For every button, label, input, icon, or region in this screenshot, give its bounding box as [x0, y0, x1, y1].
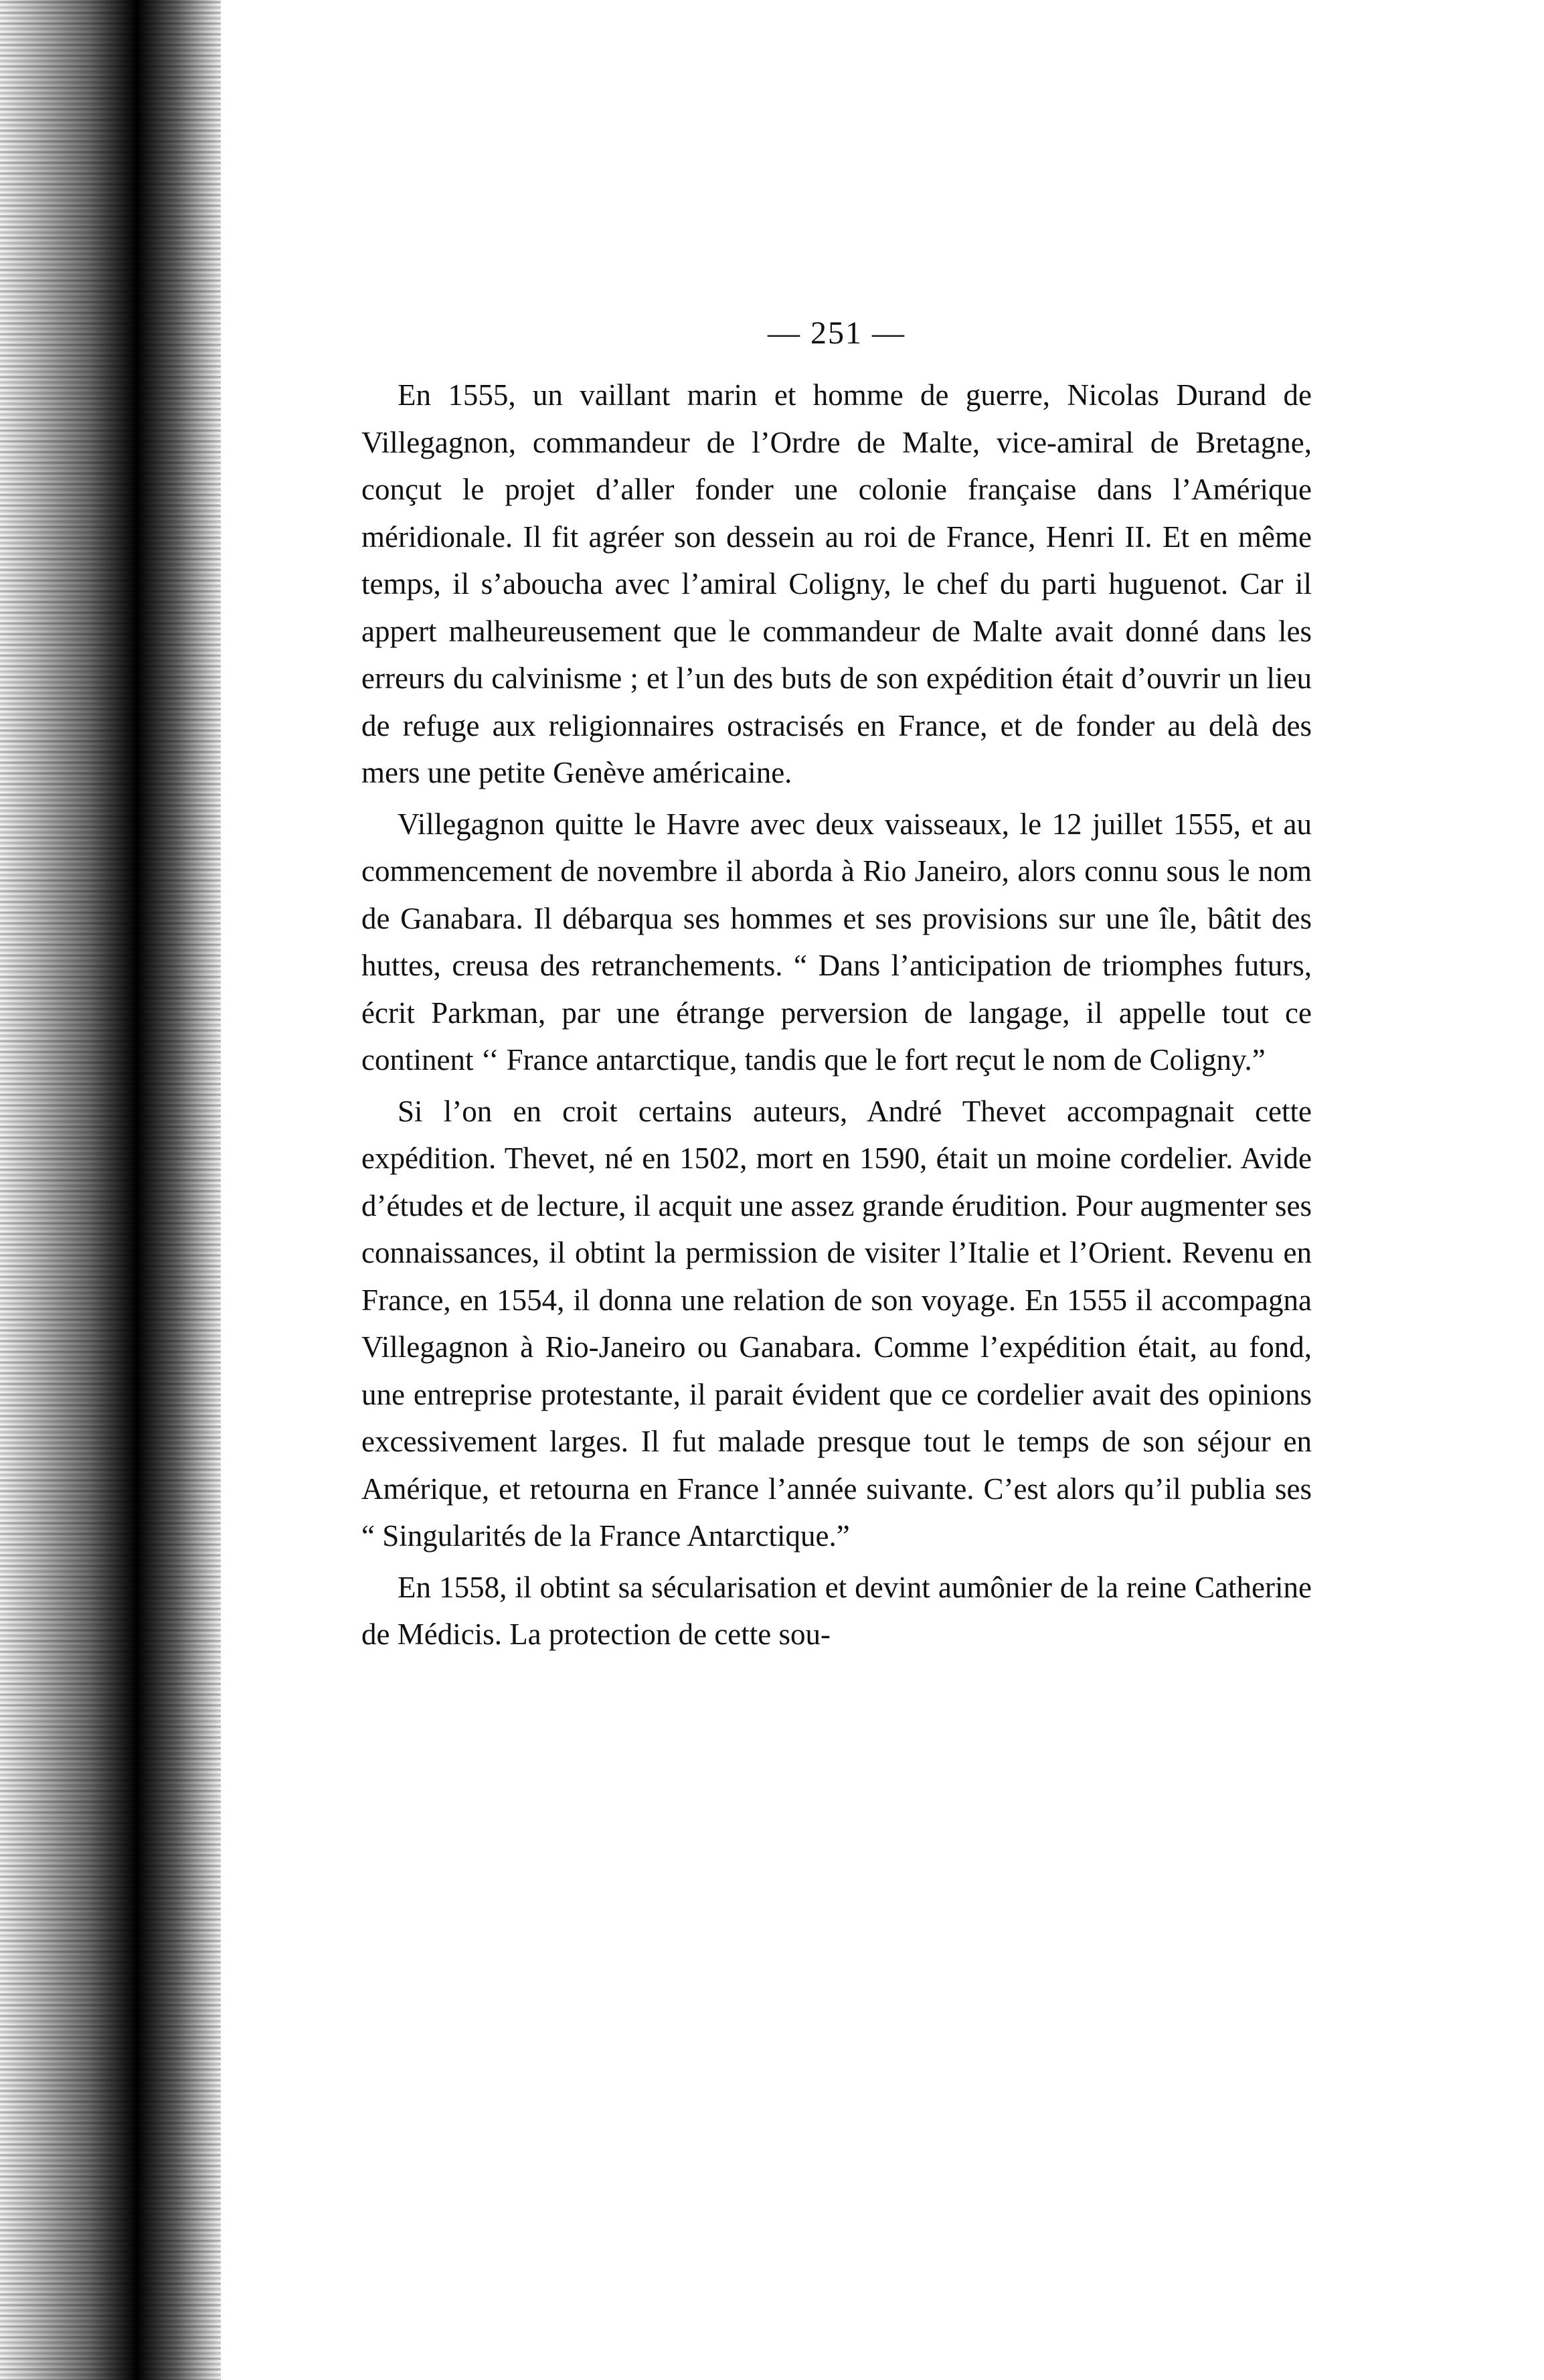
paragraph-4: En 1558, il obtint sa sécularisation et devint aumônier de la reine Catherine de Médicis. La protection de cette sou-: [361, 1570, 1312, 1651]
book-page: [361, 315, 1312, 1662]
paragraph-2: Villegagnon quitte le Havre avec deux vaisseaux, le 12 juillet 1555, et au commencement de novembre il aborda à Rio Janeiro, alors connu sous le nom de Ganabara. Il débarqua ses hommes et ses provisions sur une île, bâtit des huttes, creusa des retranchements. “ Dans l’anticipation de triomphes futurs, écrit Parkman, par une étrange perversion de langage, il appelle tout ce continent ‘‘ France antarctique, tandis que le fort reçut le nom de Coligny.”: [361, 807, 1312, 1077]
book-spine-shadow: [0, 0, 221, 2380]
paragraph-1: En 1555, un vaillant marin et homme de guerre, Nicolas Durand de Villegagnon, commandeur de l’Ordre de Malte, vice-amiral de Bretagne, conçut le projet d’aller fonder une colonie française dans l’Amérique méridionale. Il fit agréer son dessein au roi de France, Henri II. Et en même temps, il s’aboucha avec l’amiral Coligny, le chef du parti huguenot. Car il appert malheureusement que le commandeur de Malte avait donné dans les erreurs du calvinisme ; et l’un des buts de son expédition était d’ouvrir un lieu de refuge aux religionnaires ostracisés en France, et de fonder au delà des mers une petite Genève américaine.: [361, 378, 1312, 789]
page-number: — 251 —: [768, 315, 906, 351]
paragraph-3: Si l’on en croit certains auteurs, André Thevet accompagnait cette expédition. Thevet, né en 1502, mort en 1590, était un moine cordelier. Avide d’études et de lecture, il acquit une assez grande érudition. Pour augmenter ses connaissances, il obtint la permission de visiter l’Italie et l’Orient. Revenu en France, en 1554, il donna une relation de son voyage. En 1555 il accompagna Villegagnon à Rio-Janeiro ou Ganabara. Comme l’expédition était, au fond, une entreprise protestante, il parait évident que ce cordelier avait des opinions excessivement larges. Il fut malade presque tout le temps de son séjour en Amérique, et retourna en France l’année suivante. C’est alors qu’il publia ses “ Singularités de la France Antarctique.”: [361, 1094, 1312, 1553]
